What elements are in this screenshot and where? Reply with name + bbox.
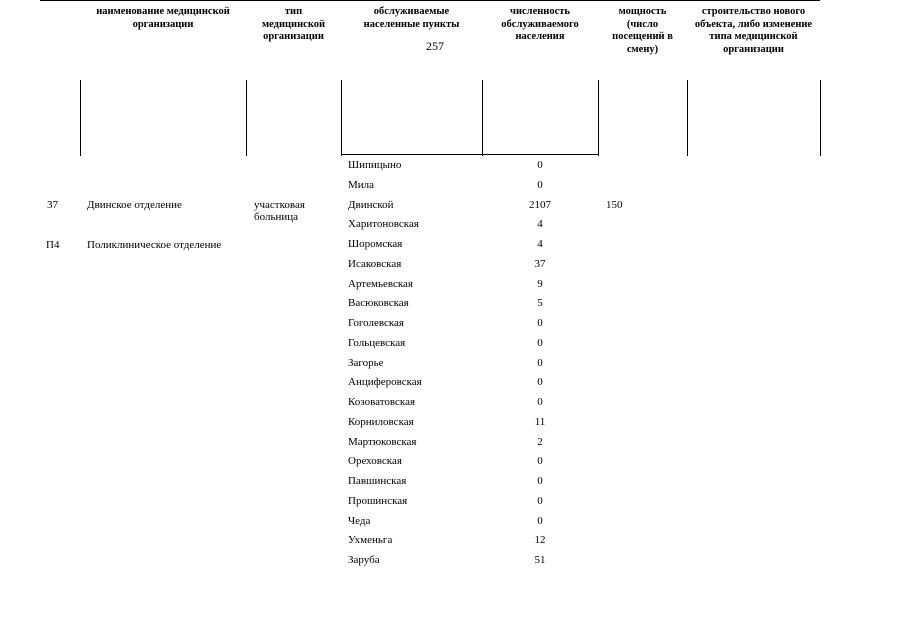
settlement-population: 5 (537, 297, 543, 310)
settlement-name: Харитоновская (348, 218, 419, 231)
settlement-population: 0 (537, 159, 543, 171)
settlement-name: Корниловская (348, 415, 414, 428)
settlement-population: 2 (537, 435, 543, 448)
settlement-name: Васюковская (348, 297, 409, 310)
settlement-population: 9 (537, 277, 543, 290)
rule-v7 (820, 80, 821, 156)
org-name: Поликлиническое отделение (87, 239, 222, 251)
header-name: наименование медицинской организации (80, 0, 246, 74)
rule-v5 (598, 80, 599, 156)
org-capacity: 150 (606, 199, 623, 211)
header-capacity: мощность (число посещений в смену) (598, 0, 687, 74)
page-number: 257 (426, 39, 444, 53)
org-number: П4 (46, 239, 60, 251)
settlement-name: Мила (348, 178, 375, 191)
settlement-population: 0 (537, 455, 543, 468)
settlement-name: Загорье (348, 356, 384, 369)
settlement-population: 2107 (529, 198, 551, 211)
settlement-name: Заруба (348, 554, 380, 566)
settlement-name: Анциферовская (348, 376, 422, 389)
settlement-name: Шоромская (348, 238, 403, 250)
settlement-population: 0 (537, 396, 543, 408)
settlement-name: Гоголевская (348, 317, 404, 329)
org-name: Двинское отделение (87, 199, 182, 211)
settlement-population: 0 (537, 178, 543, 191)
settlement-name: Козоватовская (348, 396, 416, 408)
header-construction: строительство нового объекта, либо изменение типа медицинской организации (687, 0, 820, 74)
settlement-population: 12 (534, 534, 546, 547)
settlement-population: 37 (534, 257, 546, 270)
rule-v1 (80, 80, 81, 156)
settlement-population: 0 (537, 356, 543, 369)
settlement-population: 4 (537, 238, 543, 250)
rule-v2 (246, 80, 247, 156)
settlement-population: 0 (537, 475, 543, 487)
settlement-name: Ореховская (348, 455, 402, 468)
settlement-name: Двинской (348, 198, 394, 211)
settlement-name: Гольцевская (348, 336, 406, 349)
settlement-population: 0 (537, 494, 543, 507)
rule-v4 (482, 80, 483, 156)
settlement-population: 4 (537, 218, 543, 231)
header-type: тип медицинской организации (246, 0, 341, 74)
settlement-population: 0 (537, 336, 543, 349)
settlement-name: Павшинская (348, 475, 407, 487)
header-no (40, 0, 80, 74)
settlement-population: 51 (534, 554, 546, 566)
header-settlements: обслуживаемые населенные пункты (341, 0, 482, 74)
settlement-name: Шипицыно (348, 159, 402, 171)
settlement-name: Ухменьга (348, 534, 393, 547)
settlement-population: 11 (534, 415, 546, 428)
rule-v6 (687, 80, 688, 156)
rule-v3 (341, 80, 342, 156)
settlement-name: Чеда (348, 514, 371, 527)
org-type: больница (254, 211, 298, 223)
header-population: численность обслуживаемого населения (482, 0, 598, 74)
settlement-name: Прошинская (348, 494, 408, 507)
rule-h-settlements (341, 154, 598, 155)
settlement-population: 0 (537, 514, 543, 527)
org-number: 37 (47, 199, 58, 211)
settlement-name: Мартюковская (348, 435, 417, 448)
settlement-name: Артемьевская (348, 277, 413, 290)
settlement-population: 0 (537, 317, 543, 329)
org-type: участковая (254, 199, 305, 211)
settlement-population: 0 (537, 376, 543, 389)
settlement-name: Исаковская (348, 257, 402, 270)
